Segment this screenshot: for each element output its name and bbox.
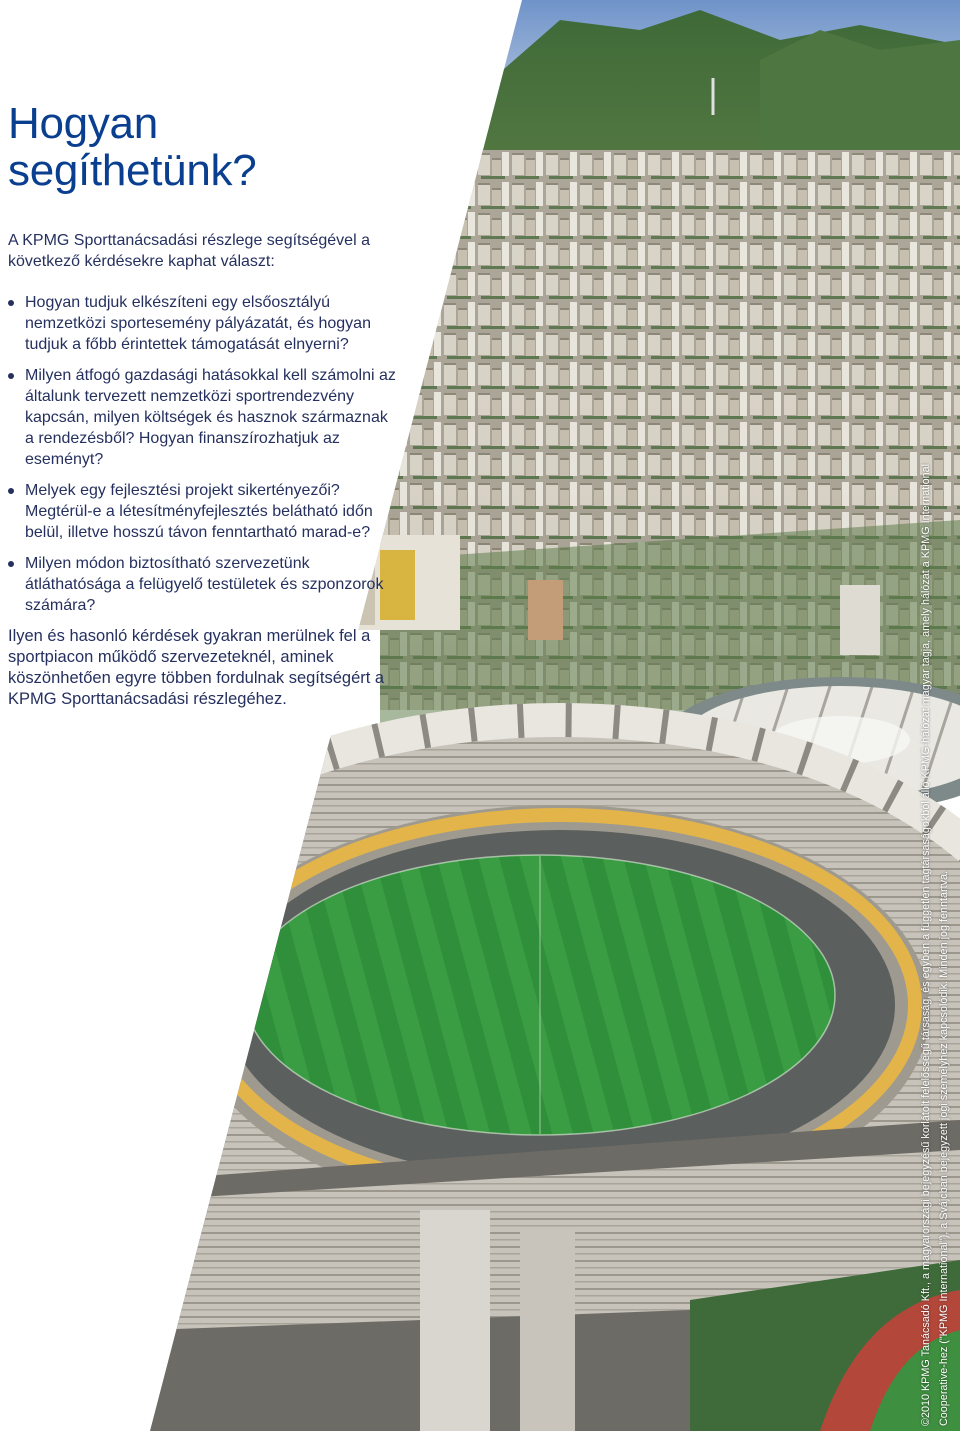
list-item (8, 365, 398, 470)
text-column (8, 100, 398, 710)
copyright-line-2: Cooperative-hez ("KPMG International"), a Svájcban bejegyzett jogi személyhez kapcsolódik. Minden jog fenntartva. (938, 871, 950, 1426)
list-item (8, 292, 398, 355)
bullet-dot-icon (8, 488, 14, 494)
copyright-notice (917, 446, 953, 1426)
list-item-text: Hogyan tudjuk elkészíteni egy elsőosztályú nemzetközi sportesemény pályázatát, és hogyan tudjuk a főbb érintettek támogatását elnyerni? (25, 294, 371, 353)
question-list (8, 292, 398, 616)
bullet-dot-icon (8, 561, 14, 567)
list-item-text: Milyen módon biztosítható szervezetünk átláthatósága a felügyelő testületek és szponzorok számára? (25, 555, 384, 614)
page-title: Hogyan segíthetünk? (8, 99, 257, 195)
closing-paragraph: Ilyen és hasonló kérdések gyakran merülnek fel a sportpiacon működő szervezeteknél, aminek köszönhetően egyre többen fordulnak segítségért a KPMG Sporttanácsadási részlegéhez. (8, 627, 385, 708)
list-item (8, 553, 398, 616)
list-item-text: Melyek egy fejlesztési projekt sikertényezői? Megtérül-e a létesítményfejlesztés belátható időn belül, illetve hosszú távon fenntartható marad-e? (25, 482, 373, 541)
bullet-dot-icon (8, 300, 14, 306)
list-item (8, 480, 398, 543)
intro-paragraph: A KPMG Sporttanácsadási részlege segítségével a következő kérdésekre kaphat választ: (8, 232, 370, 270)
list-item-text: Milyen átfogó gazdasági hatásokkal kell számolni az általunk tervezett nemzetközi sportrendezvény kapcsán, milyen költségek és hasznok származnak a rendezésből? Hogyan finanszírozhatjuk az eseményt? (25, 367, 396, 468)
bullet-dot-icon (8, 373, 14, 379)
copyright-line-1: ©2010 KPMG Tanácsadó Kft., a magyarországi bejegyzésű korlátolt felelősségű társaság, és egyben a független tagtársaságokból álló KPMG-hálózat magyar tagja, amely hálózat a KPMG International (920, 463, 932, 1426)
